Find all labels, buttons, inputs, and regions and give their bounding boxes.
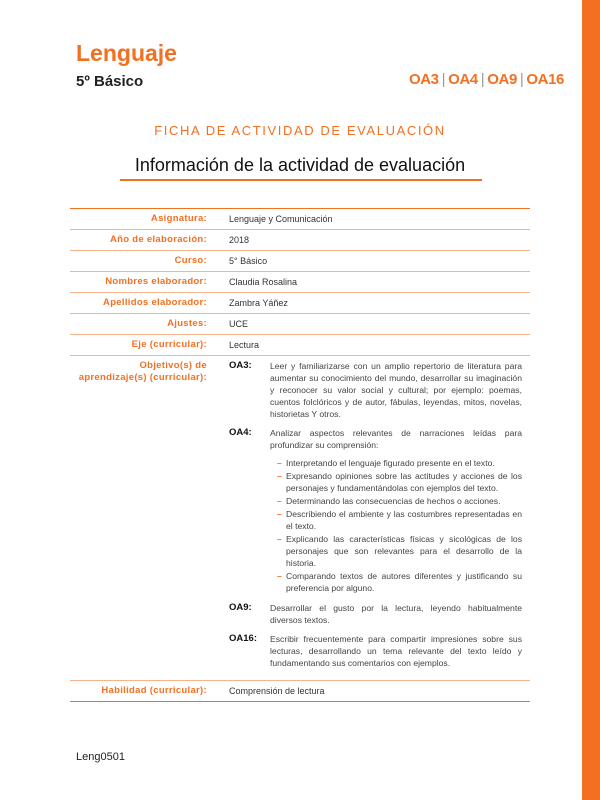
field-label: Ajustes: bbox=[167, 318, 207, 329]
field-value: Lectura bbox=[229, 340, 260, 350]
objective-code: OA3: bbox=[229, 360, 252, 371]
objectives-list bbox=[207, 356, 530, 680]
objective-code: OA16: bbox=[229, 633, 257, 644]
oa-separator: | bbox=[519, 71, 524, 88]
row-apellidos bbox=[70, 293, 530, 314]
field-value: Lenguaje y Comunicación bbox=[229, 214, 333, 224]
bullet-item: – Interpretando el lenguaje figurado presente en el texto. bbox=[280, 457, 522, 469]
info-table bbox=[70, 208, 530, 702]
bullet-item: – Describiendo el ambiente y las costumbres representadas en el texto. bbox=[280, 508, 522, 532]
field-label: Asignatura: bbox=[150, 213, 207, 224]
document-type: FICHA DE ACTIVIDAD DE EVALUACIÓN bbox=[154, 123, 446, 138]
oa-code: OA4 bbox=[448, 71, 478, 88]
field-value: 5° Básico bbox=[229, 256, 268, 266]
objective-item bbox=[229, 360, 522, 420]
bullet-item: – Comparando textos de autores diferentes y justificando su preferencia por alguno. bbox=[280, 570, 522, 594]
field-label: Nombres elaborador: bbox=[105, 276, 207, 287]
row-anio bbox=[70, 230, 530, 251]
grade-label: 5º Básico bbox=[76, 73, 144, 90]
row-asignatura bbox=[70, 209, 530, 230]
objective-text-block bbox=[270, 427, 522, 595]
field-value: Comprensión de lectura bbox=[229, 686, 325, 696]
objective-text: Desarrollar el gusto por la lectura, leyendo habitualmente diversos textos. bbox=[270, 603, 522, 625]
row-ajustes bbox=[70, 314, 530, 335]
field-label: Objetivo(s) de aprendizaje(s) (curricular): bbox=[78, 360, 207, 383]
document-title: Información de la actividad de evaluación bbox=[134, 155, 466, 175]
footer-code: Leng0501 bbox=[76, 751, 125, 763]
oa-separator: | bbox=[441, 71, 446, 88]
row-eje bbox=[70, 335, 530, 356]
objective-item bbox=[229, 633, 522, 669]
field-label: Año de elaboración: bbox=[109, 234, 207, 245]
oa-code: OA9 bbox=[487, 71, 517, 88]
bullet-item: – Determinando las consecuencias de hechos o acciones. bbox=[280, 495, 522, 507]
objective-item bbox=[229, 602, 522, 626]
field-label: Eje (curricular): bbox=[131, 339, 207, 350]
field-value: Claudia Rosalina bbox=[229, 277, 298, 287]
bullet-item: – Explicando las características físicas y sicológicas de los personajes que son relevantes para el desarrollo de la historia. bbox=[280, 533, 522, 569]
objective-item bbox=[229, 427, 522, 595]
row-curso bbox=[70, 251, 530, 272]
objective-code: OA9: bbox=[229, 602, 252, 613]
row-nombres bbox=[70, 272, 530, 293]
field-value: 2018 bbox=[229, 235, 250, 245]
field-label: Habilidad (curricular): bbox=[101, 685, 207, 696]
objective-text: Leer y familiarizarse con un amplio repertorio de literatura para aumentar su conocimiento del mundo, desarrollar su imaginación y reconocer su valor social y cultural; por ejemplo: poemas, cuentos folclóricos y de autor, fábulas, leyendas, mitos, novelas, historietas Y otros. bbox=[270, 361, 522, 419]
field-value: Zambra Yáñez bbox=[229, 298, 288, 308]
field-label: Apellidos elaborador: bbox=[103, 297, 207, 308]
oa-separator: | bbox=[480, 71, 485, 88]
objective-text: Analizar aspectos relevantes de narraciones leídas para profundizar su comprensión: bbox=[270, 428, 522, 450]
objective-code: OA4: bbox=[229, 427, 252, 438]
oa-codes bbox=[409, 71, 564, 88]
oa-code: OA16 bbox=[526, 71, 564, 88]
objective-bullets bbox=[270, 457, 522, 594]
objective-text: Escribir frecuentemente para compartir impresiones sobre sus lecturas, desarrollando un tema relevante del texto leído y fundamentando sus comentarios con ejemplos. bbox=[270, 634, 522, 668]
row-objetivos bbox=[70, 356, 530, 681]
oa-code: OA3 bbox=[408, 71, 439, 88]
bullet-item: – Expresando opiniones sobre las actitudes y acciones de los personajes y fundamentándolas con ejemplos del texto. bbox=[280, 470, 522, 494]
row-habilidad bbox=[70, 681, 530, 701]
subject-title: Lenguaje bbox=[76, 40, 177, 66]
field-label: Curso: bbox=[174, 255, 207, 266]
field-value: UCE bbox=[229, 319, 249, 329]
title-underline bbox=[120, 179, 482, 181]
orange-side-bar bbox=[582, 0, 600, 800]
